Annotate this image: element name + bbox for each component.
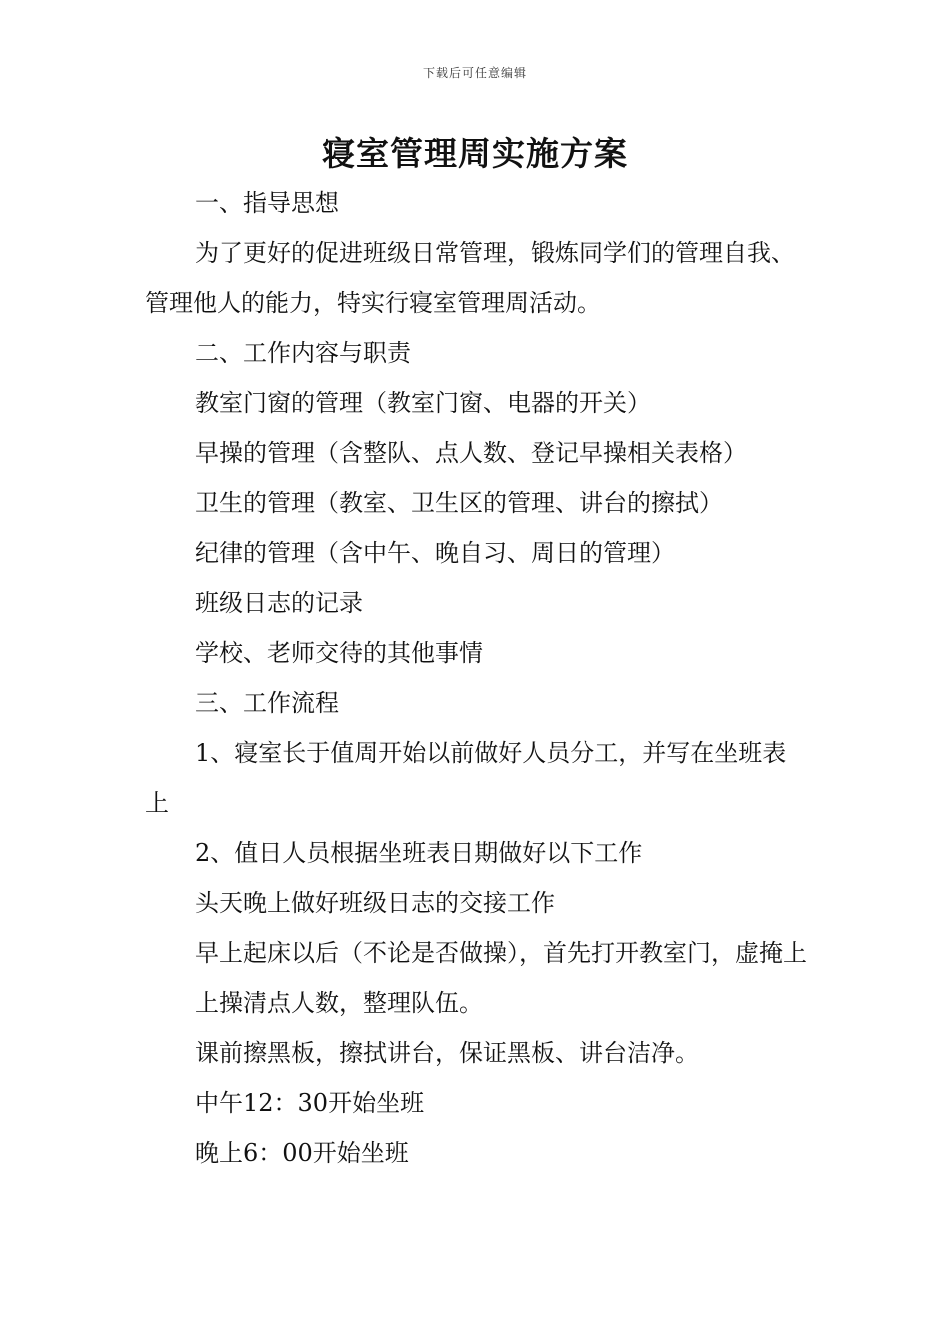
duty-item-discipline: 纪律的管理（含中午、晚自习、周日的管理） <box>195 539 675 567</box>
workflow-item-noon-duty: 中午12：30开始坐班 <box>195 1089 425 1117</box>
duty-item-hygiene: 卫生的管理（教室、卫生区的管理、讲台的擦拭） <box>195 489 723 517</box>
workflow-item-clean-blackboard: 课前擦黑板，擦拭讲台，保证黑板、讲台洁净。 <box>195 1039 699 1067</box>
workflow-step-1: 1、寝室长于值周开始以前做好人员分工，并写在坐班表上 <box>145 739 787 817</box>
duty-item-morning-exercise: 早操的管理（含整队、点人数、登记早操相关表格） <box>195 439 747 467</box>
section-heading-duties: 二、工作内容与职责 <box>195 339 411 367</box>
workflow-item-open-door: 早上起床以后（不论是否做操），首先打开教室门，虚掩上 <box>195 939 807 967</box>
section-heading-guiding-idea: 一、指导思想 <box>195 189 339 217</box>
section-heading-workflow: 三、工作流程 <box>195 689 339 717</box>
document-title: 寝室管理周实施方案 <box>322 134 628 173</box>
duty-item-doors-windows: 教室门窗的管理（教室门窗、电器的开关） <box>195 389 651 417</box>
document-body <box>145 178 810 1178</box>
workflow-item-count-people: 上操清点人数，整理队伍。 <box>195 989 483 1017</box>
duty-item-other-tasks: 学校、老师交待的其他事情 <box>195 639 483 667</box>
duty-item-class-log: 班级日志的记录 <box>195 589 363 617</box>
paragraph-purpose: 为了更好的促进班级日常管理，锻炼同学们的管理自我、管理他人的能力，特实行寝室管理周活动。 <box>145 239 795 317</box>
workflow-item-log-handover: 头天晚上做好班级日志的交接工作 <box>195 889 555 917</box>
workflow-step-2: 2、值日人员根据坐班表日期做好以下工作 <box>195 839 643 867</box>
page-header-note: 下载后可任意编辑 <box>422 66 527 80</box>
workflow-item-evening-duty: 晚上6：00开始坐班 <box>195 1139 409 1167</box>
